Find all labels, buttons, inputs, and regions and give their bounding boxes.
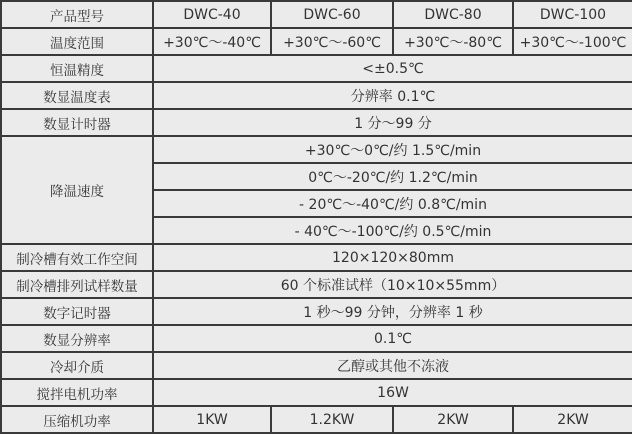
value-compressor-dwc60: 1.2KW — [271, 406, 393, 433]
label-temp-range: 温度范围 — [1, 28, 153, 55]
row-compressor-power — [1, 406, 632, 433]
value-model-dwc100: DWC-100 — [513, 1, 632, 28]
value-constant-temp-accuracy: <±0.5℃ — [153, 55, 632, 82]
value-temp-range-dwc40: +30℃～-40℃ — [153, 28, 271, 55]
value-temp-range-dwc80: +30℃～-80℃ — [393, 28, 513, 55]
value-cooling-speed-4: - 40℃～-100℃/约 0.5℃/min — [153, 217, 632, 244]
label-digital-timer-seconds: 数字记时器 — [1, 298, 153, 325]
value-temp-range-dwc60: +30℃～-60℃ — [271, 28, 393, 55]
value-compressor-dwc80: 2KW — [393, 406, 513, 433]
value-display-resolution: 0.1℃ — [153, 325, 632, 352]
value-compressor-dwc40: 1KW — [153, 406, 271, 433]
value-cooling-speed-3: - 20℃～-40℃/约 0.8℃/min — [153, 190, 632, 217]
value-cooling-medium: 乙醇或其他不冻液 — [153, 352, 632, 379]
label-working-space: 制冷槽有效工作空间 — [1, 244, 153, 271]
label-cooling-speed: 降温速度 — [1, 136, 153, 244]
row-cooling-speed-1 — [1, 136, 632, 163]
label-display-resolution: 数显分辨率 — [1, 325, 153, 352]
value-sample-capacity: 60 个标准试样（10×10×55mm） — [153, 271, 632, 298]
value-digital-timer-seconds: 1 秒～99 分钟，分辨率 1 秒 — [153, 298, 632, 325]
row-stir-motor-power — [1, 379, 632, 406]
value-model-dwc40: DWC-40 — [153, 1, 271, 28]
value-cooling-speed-2: 0℃～-20℃/约 1.2℃/min — [153, 163, 632, 190]
value-compressor-dwc100: 2KW — [513, 406, 632, 433]
row-product-model — [1, 1, 632, 28]
row-sample-capacity — [1, 271, 632, 298]
value-digital-timer-minutes: 1 分～99 分 — [153, 109, 632, 136]
row-digital-timer-minutes — [1, 109, 632, 136]
value-cooling-speed-1: +30℃～0℃/约 1.5℃/min — [153, 136, 632, 163]
label-cooling-medium: 冷却介质 — [1, 352, 153, 379]
label-product-model: 产品型号 — [1, 1, 153, 28]
row-display-resolution — [1, 325, 632, 352]
value-digital-thermometer: 分辨率 0.1℃ — [153, 82, 632, 109]
row-working-space — [1, 244, 632, 271]
value-model-dwc60: DWC-60 — [271, 1, 393, 28]
row-temp-range — [1, 28, 632, 55]
row-constant-temp-accuracy — [1, 55, 632, 82]
row-digital-timer-seconds — [1, 298, 632, 325]
label-digital-thermometer: 数显温度表 — [1, 82, 153, 109]
value-stir-motor-power: 16W — [153, 379, 632, 406]
label-stir-motor-power: 搅拌电机功率 — [1, 379, 153, 406]
label-constant-temp-accuracy: 恒温精度 — [1, 55, 153, 82]
label-digital-timer-minutes: 数显计时器 — [1, 109, 153, 136]
value-temp-range-dwc100: +30℃～-100℃ — [513, 28, 632, 55]
row-digital-thermometer — [1, 82, 632, 109]
label-sample-capacity: 制冷槽排列试样数量 — [1, 271, 153, 298]
value-model-dwc80: DWC-80 — [393, 1, 513, 28]
label-compressor-power: 压缩机功率 — [1, 406, 153, 433]
value-working-space: 120×120×80mm — [153, 244, 632, 271]
row-cooling-medium — [1, 352, 632, 379]
